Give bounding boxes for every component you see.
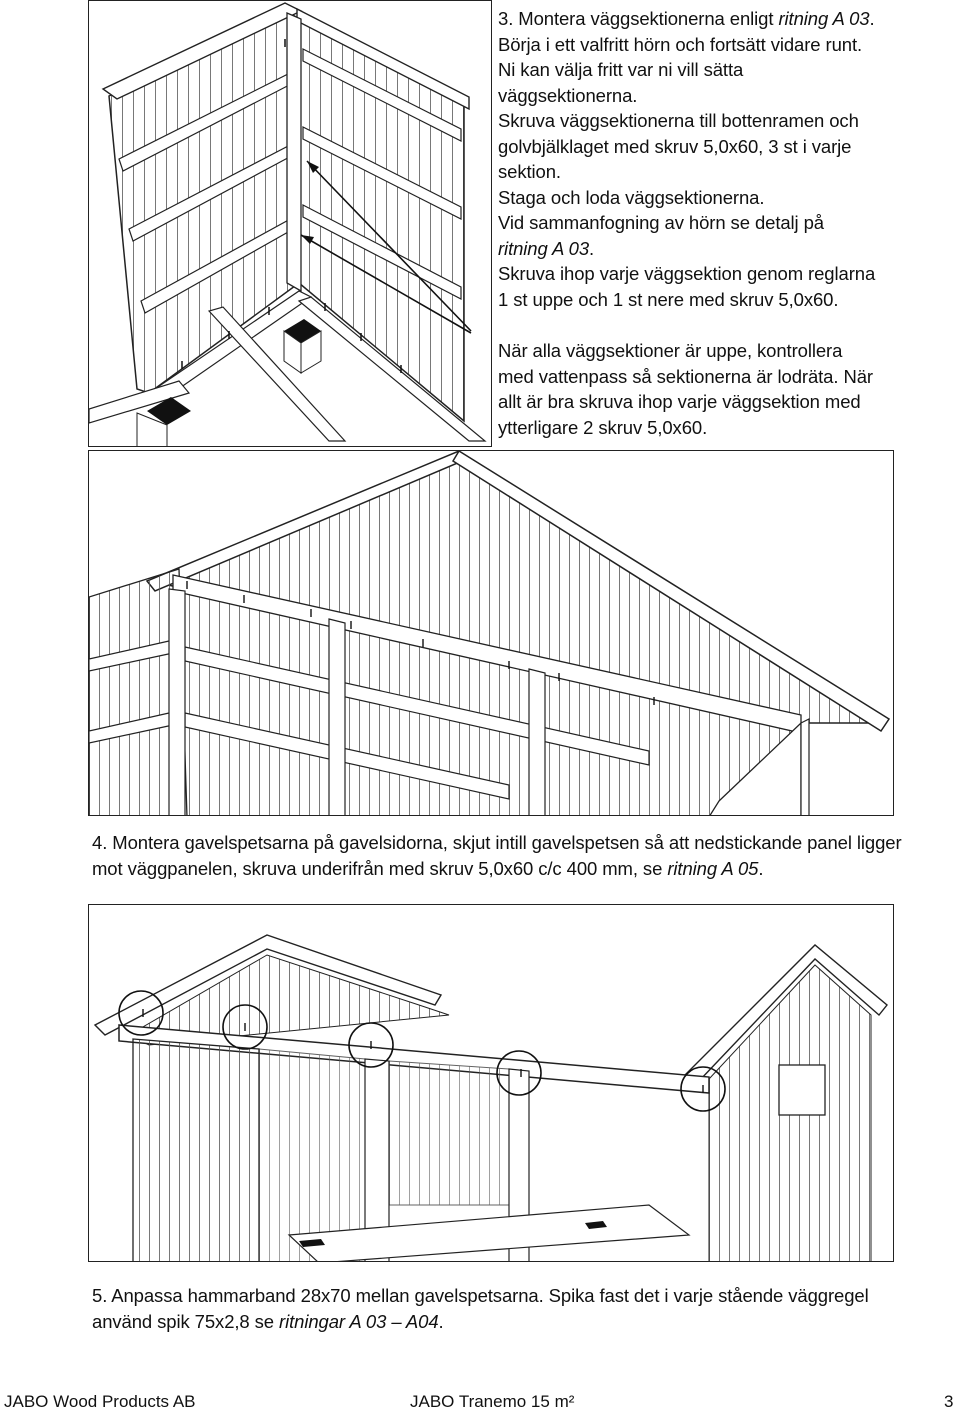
drawing-reference: ritning A 03 [778,8,870,29]
figure-wall-corner [88,0,492,447]
step-3-heading: 3. Montera väggsektionerna enligt ritning A 03. [498,8,875,29]
footer-product: JABO Tranemo 15 m² [410,1392,575,1411]
drawing-reference: ritning A 05 [667,857,759,879]
step-3-line: Staga och loda väggsektionerna. [498,186,765,208]
footer-company: JABO Wood Products AB [4,1392,196,1411]
step-3-line: Börja i ett valfritt hörn och fortsätt vidare runt. Ni kan välja fritt var ni vill sätta väggsektionerna. [498,33,863,106]
step-5-text: 5. Anpassa hammarband 28x70 mellan gavelspetsarna. Spika fast det i varje stående väggregel använd spik 75x2,8 se [92,1285,869,1332]
drawing-reference: ritning A 03 [498,237,590,259]
step-3-instructions [498,6,878,440]
level-check-instruction: När alla väggsektioner är uppe, kontrollera med vattenpass så sektionerna är lodräta. När allt är bra skruva ihop varje väggsektion med ytterligare 2 skruv 5,0x60. [498,340,873,438]
footer-page-number: 3 [944,1392,954,1411]
corner-detail-note: Vid sammanfogning av hörn se detalj på ritning A 03. [498,212,824,259]
step-4-instructions: 4. Montera gavelspetsarna på gavelsidorna, skjut intill gavelspetsen så att nedstickande panel ligger mot väggpanelen, skruva underifrån med skruv 5,0x60 c/c 400 mm, se ritning A 05. [92,832,902,879]
figure-top-plate [88,904,894,1262]
drawing-reference: ritningar A 03 – A04 [279,1310,439,1332]
step-3-line: Skruva väggsektionerna till bottenramen och golvbjälklaget med skruv 5,0x60, 3 st i varje sektion. [498,110,859,182]
step-4-text: 4. Montera gavelspetsarna på gavelsidorna, skjut intill gavelspetsen så att nedstickande panel ligger mot väggpanelen, skruva underifrån med skruv 5,0x60 c/c 400 mm, se [92,832,902,879]
figure-gable-mounting [88,450,894,816]
screw-instruction: Skruva ihop varje väggsektion genom reglarna 1 st uppe och 1 st nere med skruv 5,0x60. [498,263,876,310]
step-5-instructions: 5. Anpassa hammarband 28x70 mellan gavelspetsarna. Spika fast det i varje stående väggregel använd spik 75x2,8 se ritningar A 03 – A04. [92,1285,869,1332]
